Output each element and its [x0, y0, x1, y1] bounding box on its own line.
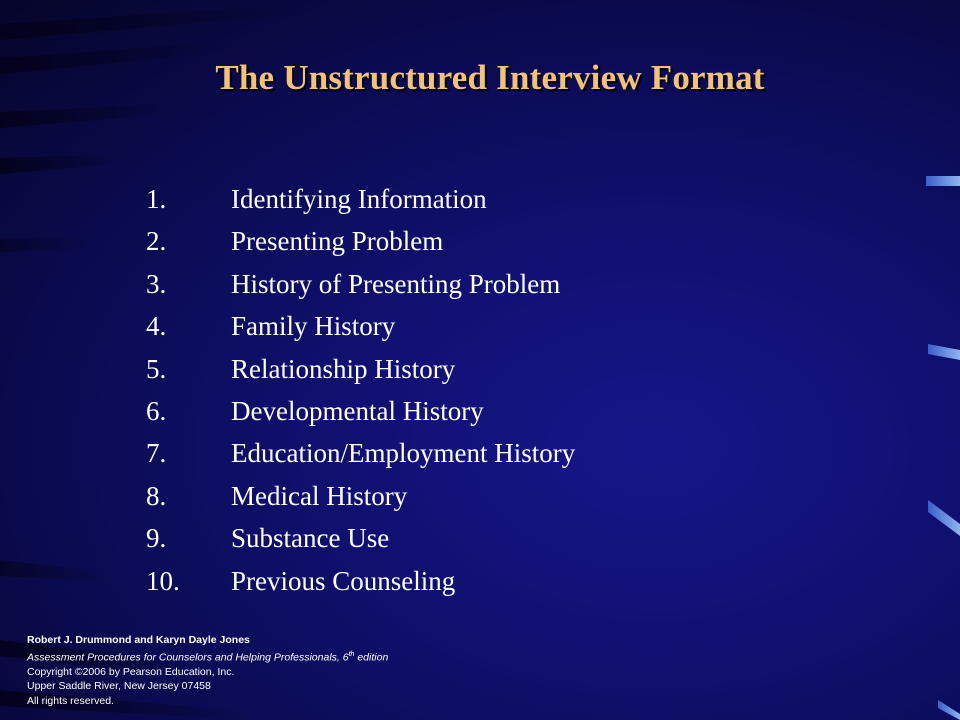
list-item: [146, 178, 575, 220]
format-list: [146, 178, 575, 602]
dark-streak: [0, 238, 90, 252]
item-number: 2.: [146, 226, 167, 257]
edition-suffix: th: [348, 650, 355, 658]
item-text: Family History: [231, 311, 396, 342]
accent-stripe: [938, 700, 960, 720]
dark-streak: [0, 4, 300, 40]
list-item: [146, 432, 575, 474]
copyright-footer: [27, 633, 388, 708]
accent-stripe: [928, 500, 960, 536]
list-item: [146, 263, 575, 305]
item-text: History of Presenting Problem: [231, 268, 561, 299]
footer-rights: All rights reserved.: [27, 694, 114, 707]
list-item: [146, 348, 575, 390]
item-number: 8.: [146, 480, 167, 511]
item-number: 9.: [146, 523, 167, 554]
accent-stripe: [928, 344, 960, 360]
item-number: 4.: [146, 311, 167, 342]
item-number: 1.: [146, 184, 167, 214]
list-item: [146, 560, 575, 602]
list-item: [146, 517, 575, 559]
footer-copyright: Copyright ©2006 by Pearson Education, Inc.: [27, 665, 235, 678]
slide-title: The Unstructured Interview Format: [215, 58, 765, 97]
item-number: 6.: [146, 395, 167, 426]
edition-word: edition: [354, 651, 389, 663]
footer-address: Upper Saddle River, New Jersey 07458: [27, 680, 211, 692]
footer-book-title: [27, 648, 388, 665]
book-title-text: Assessment Procedures for Counselors and Helping Professionals, 6: [27, 651, 349, 663]
list-item: [146, 220, 575, 262]
item-text: Identifying Information: [231, 184, 487, 214]
item-text: Relationship History: [231, 353, 456, 384]
item-text: Presenting Problem: [231, 226, 444, 257]
item-text: Substance Use: [231, 523, 390, 554]
footer-authors: Robert J. Drummond and Karyn Dayle Jones: [27, 634, 250, 646]
item-number: 10.: [146, 565, 180, 596]
list-item: [146, 305, 575, 347]
item-number: 5.: [146, 353, 167, 384]
dark-streak: [0, 104, 170, 128]
item-text: Previous Counseling: [231, 565, 456, 596]
item-number: 7.: [146, 438, 167, 469]
list-item: [146, 390, 575, 432]
item-text: Medical History: [231, 480, 408, 511]
item-text: Developmental History: [231, 395, 484, 426]
item-number: 3.: [146, 268, 167, 299]
list-item: [146, 475, 575, 517]
accent-stripe: [926, 176, 960, 186]
dark-streak: [0, 154, 120, 174]
dark-streak: [0, 560, 110, 582]
item-text: Education/Employment History: [231, 438, 576, 469]
